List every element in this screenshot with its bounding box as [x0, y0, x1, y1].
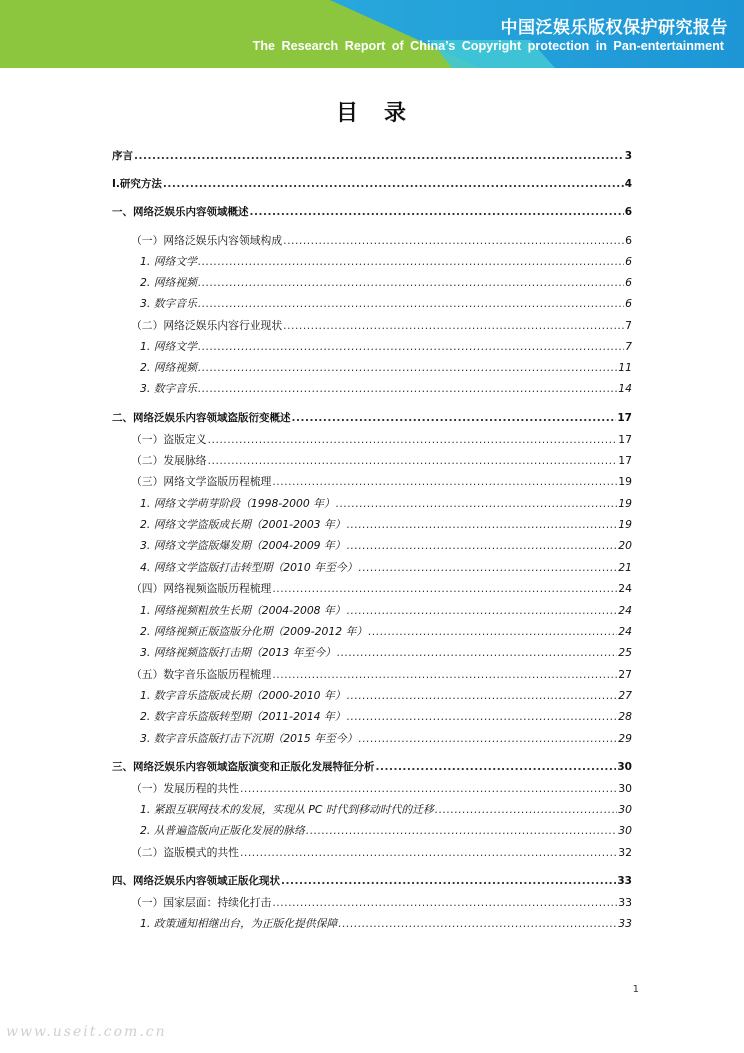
toc-entry-label: 1. 网络文学 [140, 255, 197, 268]
toc-entry[interactable] [112, 169, 632, 191]
toc-leader-dots [376, 760, 617, 774]
toc-entry-page: 33 [618, 917, 632, 930]
toc-entry[interactable] [112, 774, 632, 796]
toc-leader-dots [208, 433, 618, 447]
toc-entry-label: 1. 紧跟互联网技术的发展，实现从 PC 时代到移动时代的迁移 [140, 803, 434, 816]
toc-entry-page: 17 [617, 412, 632, 424]
toc-entry-label: 1. 政策通知相继出台，为正版化提供保障 [140, 917, 338, 930]
toc-leader-dots [198, 255, 624, 269]
toc-entry-page: 14 [618, 382, 632, 395]
toc-entry-label: 4. 网络文学盗版打击转型期（2010 年至今） [140, 561, 358, 574]
toc-leader-dots [240, 846, 617, 860]
report-title: 中国泛娱乐版权保护研究报告 [500, 18, 728, 38]
toc-entry-page: 3 [624, 150, 632, 162]
toc-entry[interactable] [112, 311, 632, 333]
toc-entry-page: 20 [618, 539, 632, 552]
toc-leader-dots [337, 646, 617, 660]
toc-entry-label: （二）网络泛娱乐内容行业现状 [131, 319, 283, 332]
toc-entry-label: 2. 网络文学盗版成长期（2001-2003 年） [140, 518, 346, 531]
toc-leader-dots [347, 539, 618, 553]
toc-entry-page: 7 [625, 319, 632, 332]
toc-entry-page: 30 [618, 824, 632, 837]
toc-entry-page: 6 [625, 276, 632, 289]
toc-entry[interactable] [112, 681, 632, 703]
toc-leader-dots [198, 340, 624, 354]
toc-entry[interactable] [112, 888, 632, 910]
toc-leader-dots [163, 177, 624, 191]
toc-entry[interactable] [112, 724, 632, 746]
toc-entry[interactable] [112, 838, 632, 860]
toc-entry[interactable] [112, 866, 632, 888]
toc-entry-page: 19 [618, 475, 632, 488]
toc-entry-page: 30 [618, 803, 632, 816]
toc-entry-label: 一、网络泛娱乐内容领域概述 [112, 206, 249, 218]
toc-leader-dots [272, 668, 617, 682]
toc-entry[interactable] [112, 510, 632, 532]
toc-entry-label: （一）盗版定义 [131, 433, 207, 446]
toc-entry-page: 27 [618, 668, 632, 681]
toc-entry-page: 6 [625, 255, 632, 268]
toc-entry-label: 3. 网络文学盗版爆发期（2004-2009 年） [140, 539, 346, 552]
toc-leader-dots [198, 276, 624, 290]
toc-entry[interactable] [112, 553, 632, 575]
toc-entry[interactable] [112, 909, 632, 931]
toc-entry[interactable] [112, 289, 632, 311]
toc-entry-page: 25 [618, 646, 632, 659]
toc-entry-page: 19 [618, 518, 632, 531]
toc-entry-page: 7 [625, 340, 632, 353]
toc-entry[interactable] [112, 247, 632, 269]
toc-entry[interactable] [112, 425, 632, 447]
toc-leader-dots [347, 689, 618, 703]
toc-entry-page: 29 [618, 732, 632, 745]
toc-leader-dots [338, 917, 617, 931]
toc-entry[interactable] [112, 531, 632, 553]
toc-entry[interactable] [112, 574, 632, 596]
toc-entry-page: 32 [618, 846, 632, 859]
toc-entry-page: 24 [618, 625, 632, 638]
watermark: www.useit.com.cn [6, 1024, 167, 1040]
toc-entry-label: （五）数字音乐盗版历程梳理 [131, 668, 272, 681]
toc-leader-dots [292, 411, 617, 425]
toc-leader-dots [347, 518, 618, 532]
toc-entry-page: 30 [618, 782, 632, 795]
toc-entry-page: 27 [618, 689, 632, 702]
toc-leader-dots [250, 205, 624, 219]
toc-entry[interactable] [112, 702, 632, 724]
toc-entry-label: 3. 网络视频盗版打击期（2013 年至今） [140, 646, 336, 659]
toc-entry-label: （二）盗版模式的共性 [131, 846, 239, 859]
toc-leader-dots [283, 234, 624, 248]
report-subtitle: The Research Report of China’s Copyright protection in Pan-entertainment [252, 39, 724, 53]
toc-entry-label: （一）发展历程的共性 [131, 782, 239, 795]
toc-leader-dots [198, 297, 624, 311]
toc-entry[interactable] [112, 446, 632, 468]
toc-entry-label: （一）网络泛娱乐内容领域构成 [131, 234, 283, 247]
toc-entry-page: 24 [618, 604, 632, 617]
toc-entry-label: 1. 网络文学萌芽阶段（1998-2000 年） [140, 497, 335, 510]
toc-heading: 目 录 [335, 101, 408, 126]
toc-entry-page: 6 [625, 234, 632, 247]
toc-entry-label: 二、网络泛娱乐内容领域盗版衍变概述 [112, 412, 291, 424]
toc-entry[interactable] [112, 268, 632, 290]
toc-entry[interactable] [112, 403, 632, 425]
toc-entry[interactable] [112, 332, 632, 354]
toc-entry-page: 30 [617, 761, 632, 773]
toc-entry-label: 2. 网络视频 [140, 361, 197, 374]
page-number: 1 [632, 984, 639, 995]
toc-leader-dots [358, 561, 617, 575]
toc-leader-dots [272, 582, 617, 596]
toc-leader-dots [198, 382, 617, 396]
toc-leader-dots [240, 782, 617, 796]
toc-entry[interactable] [112, 638, 632, 660]
toc-entry-label: 1. 网络视频粗放生长期（2004-2008 年） [140, 604, 346, 617]
toc-entry[interactable] [112, 816, 632, 838]
toc-entry-page: 21 [618, 561, 632, 574]
toc-leader-dots [272, 475, 617, 489]
toc-entry-label: 序言 [112, 150, 133, 162]
toc-entry[interactable] [112, 596, 632, 618]
toc-entry-label: 2. 网络视频 [140, 276, 197, 289]
toc-leader-dots [435, 803, 617, 817]
toc-entry-page: 17 [618, 454, 632, 467]
toc-entry-page: 24 [618, 582, 632, 595]
toc-entry-label: 三、网络泛娱乐内容领域盗版演变和正版化发展特征分析 [112, 761, 375, 773]
toc-entry-label: Ⅰ.研究方法 [112, 178, 162, 190]
toc-entry-label: （四）网络视频盗版历程梳理 [131, 582, 272, 595]
toc-entry[interactable] [112, 617, 632, 639]
toc-entry[interactable] [112, 795, 632, 817]
header-banner [0, 0, 744, 68]
toc-entry-page: 6 [625, 297, 632, 310]
toc-entry[interactable] [112, 353, 632, 375]
toc-leader-dots [358, 732, 617, 746]
toc-entry-label: 1. 网络文学 [140, 340, 197, 353]
toc-leader-dots [198, 361, 617, 375]
toc-leader-dots [368, 625, 617, 639]
toc-entry-page: 6 [624, 206, 632, 218]
toc-entry-page: 33 [618, 896, 632, 909]
toc-entry-label: （二）发展脉络 [131, 454, 207, 467]
toc-entry-page: 17 [618, 433, 632, 446]
toc-entry[interactable] [112, 660, 632, 682]
toc-leader-dots [347, 604, 618, 618]
toc-entry-page: 19 [618, 497, 632, 510]
toc-leader-dots [208, 454, 618, 468]
toc-leader-dots [283, 319, 624, 333]
toc-entry[interactable] [112, 226, 632, 248]
toc-entry-label: 2. 从普遍盗版向正版化发展的脉络 [140, 824, 305, 837]
toc-entry-label: 四、网络泛娱乐内容领域正版化现状 [112, 875, 280, 887]
toc-entry[interactable] [112, 197, 632, 219]
toc-leader-dots [272, 896, 617, 910]
toc-entry-page: 33 [617, 875, 632, 887]
toc-entry-label: 3. 数字音乐 [140, 382, 197, 395]
toc-entry-label: 3. 数字音乐 [140, 297, 197, 310]
toc-entry-label: 3. 数字音乐盗版打击下沉期（2015 年至今） [140, 732, 358, 745]
toc-entry[interactable] [112, 489, 632, 511]
toc-entry-label: 1. 数字音乐盗版成长期（2000-2010 年） [140, 689, 346, 702]
toc-entry-label: （一）国家层面：持续化打击 [131, 896, 272, 909]
toc-entry[interactable] [112, 467, 632, 489]
toc-leader-dots [336, 497, 617, 511]
toc-entry-page: 28 [618, 710, 632, 723]
toc-entry-label: 2. 数字音乐盗版转型期（2011-2014 年） [140, 710, 346, 723]
toc-leader-dots [134, 149, 624, 163]
toc-leader-dots [347, 710, 618, 724]
toc-entry-label: （三）网络文学盗版历程梳理 [131, 475, 272, 488]
toc-entry[interactable] [112, 374, 632, 396]
toc-leader-dots [306, 824, 617, 838]
toc-leader-dots [281, 874, 616, 888]
toc-entry-page: 4 [624, 178, 632, 190]
toc-entry[interactable] [112, 752, 632, 774]
toc-entry-page: 11 [618, 361, 632, 374]
toc-entry-label: 2. 网络视频正版盗版分化期（2009-2012 年） [140, 625, 368, 638]
toc-entry[interactable] [112, 141, 632, 163]
